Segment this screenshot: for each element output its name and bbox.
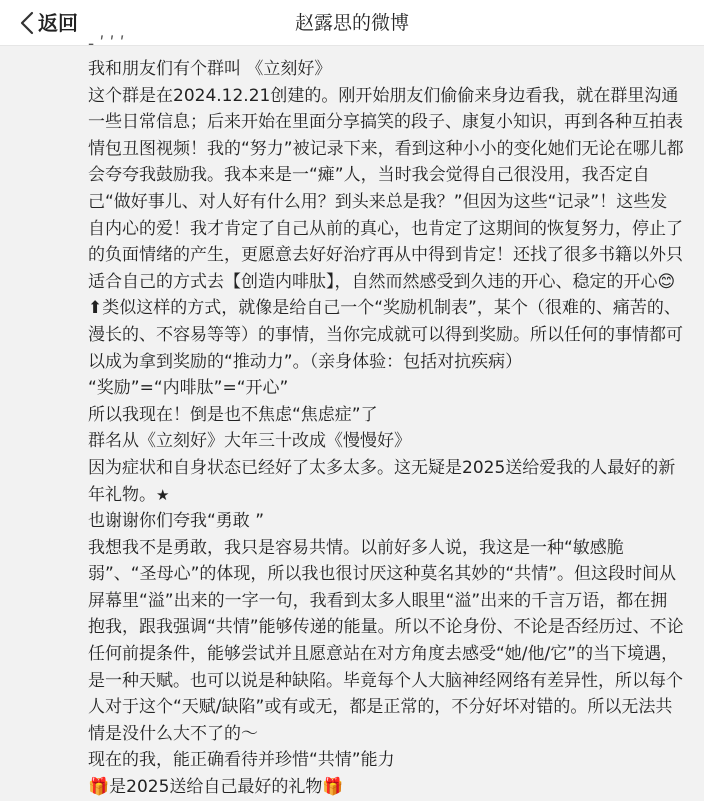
back-label: 返回: [38, 11, 78, 35]
post-line: 🎁是2025送给自己最好的礼物🎁: [88, 777, 344, 798]
star-icon: ★: [156, 485, 170, 504]
post-line: 这个群是在2024.12.21创建的。刚开始朋友们偷偷来身边看我，就在群里沟通一些日常信息；后来开始在里面分享搞笑的段子、康复小知识，再到各种互拍表情包丑图视频！我的“努力”被记录下来，看到这种小小的变化她们无论在哪儿都会夸夸我鼓励我。我本来是一“瘫”人，当时我会觉得自己很没用，我否定自己“做好事儿、对人好有什么用？到头来总是我？”但因为这些“记录”！这些发自内心的爱！我才肯定了自己从前的真心，也肯定了这期间的恢复努力，停止了的负面情绪的产生，更愿意去好好治疗再从中得到肯定！还找了很多书籍以外只适合自己的方式去【创造内啡肽】，自然而然感受到久违的开心、稳定的开心😊: [88, 85, 684, 292]
cut-off-text: - ʹ ʹ ʹ: [88, 34, 125, 54]
post-line: 群名从《立刻好》大年三十改成《慢慢好》: [88, 431, 411, 452]
page-title: 赵露思的微博: [294, 12, 409, 34]
post-line: 也谢谢你们夸我“勇敢 ”: [88, 511, 265, 532]
post-line-with-star: [88, 455, 684, 508]
post-line: 我和朋友们有个群叫 《立刻好》: [88, 59, 332, 79]
post-line: 因为症状和自身状态已经好了太多太多。这无疑是2025送给爱我的人最好的新年礼物。: [88, 457, 676, 505]
post-content: [0, 34, 704, 798]
post-line: “奖励”=“内啡肽”=“开心”: [88, 378, 289, 399]
post-body: [88, 56, 684, 801]
post-line: ⬆类似这样的方式，就像是给自己一个“奖励机制表”，某个（很难的、痛苦的、漫长的、不容易等等）的事情，当你完成就可以得到奖励。所以任何的事情都可以成为拿到奖励的“推动力”。（亲身体验：包括对抗疾病）: [88, 298, 683, 372]
post-line: 我想我不是勇敢，我只是容易共情。以前好多人说，我这是一种“敏感脆弱”、“圣母心”的体现，所以我也很讨厌这种莫名其妙的“共情”。但这段时间从屏幕里“溢”出来的一字一句，我看到太多人眼里“溢”出来的千言万语，都在拥抱我，跟我强调“共情”能够传递的能量。所以不论身份、不论是否经历过、不论任何前提条件，能够尝试并且愿意站在对方角度去感受“她/他/它”的当下境遇，是一种天赋。也可以说是种缺陷。毕竟每个人大脑神经网络有差异性，所以每个人对于这个“天赋/缺陷”或有或无，都是正常的，不分好坏对错的。所以无法共情是没什么大不了的～: [88, 537, 684, 744]
post-line: 所以我现在！倒是也不焦虑“焦虑症”了: [88, 404, 378, 425]
post-line: 现在的我，能正确看待并珍惜“共情”能力: [88, 750, 395, 771]
